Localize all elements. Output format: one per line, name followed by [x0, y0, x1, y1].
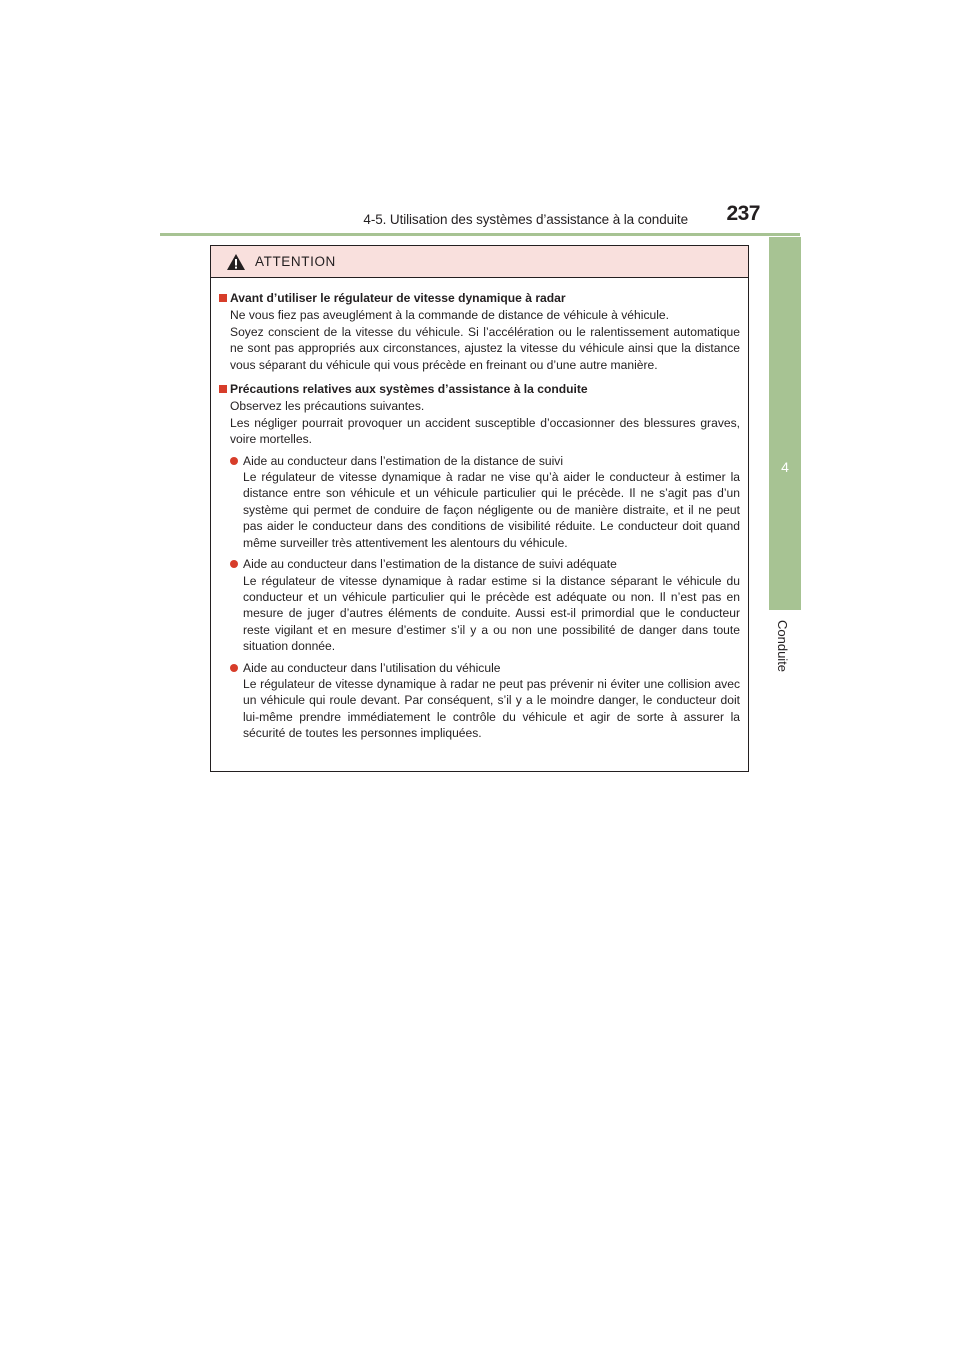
attention-header	[211, 246, 748, 278]
list-item-title: Aide au conducteur dans l’estimation de la distance de suivi	[243, 453, 564, 468]
paragraph: Observez les précautions suivantes.	[230, 399, 425, 414]
section-heading: Précautions relatives aux systèmes d’assistance à la conduite	[219, 381, 740, 397]
list-item	[230, 660, 740, 742]
square-bullet-icon	[219, 294, 227, 302]
attention-box	[210, 245, 749, 772]
attention-title: ATTENTION	[255, 254, 336, 269]
section-title: 4-5. Utilisation des systèmes d’assistance à la conduite	[363, 212, 688, 227]
list-item-text: Le régulateur de vitesse dynamique à radar ne peut pas prévenir ni éviter une collision avec un véhicule qui roule devant. Par conséquent, s’il y a le moindre danger, le conducteur doit lui-même prendre immédiatement le contrôle du véhicule et agir de sorte à assurer la sécurité de toutes les personnes impliquées.	[243, 676, 740, 741]
attention-body	[211, 278, 748, 742]
list-item-text: Le régulateur de vitesse dynamique à radar ne vise qu’à aider le conducteur à estimer la distance entre son véhicule et un véhicule particulier qui le précède. Il ne s’agit pas d’un système qui permet de conduire de façon négligente ou de manière distraite, et il ne peut pas aider le conducteur dans des conditions de visibilité réduite. Le conducteur doit quand même surveiller très attentivement les alentours du véhicule.	[243, 470, 740, 550]
dot-bullet-icon	[230, 457, 238, 465]
page-header	[160, 200, 800, 236]
warning-triangle-icon	[226, 253, 246, 271]
chapter-tab	[769, 237, 801, 610]
chapter-label: Conduite	[775, 620, 790, 673]
chapter-number: 4	[781, 459, 789, 475]
paragraph: Ne vous fiez pas aveuglément à la commande de distance de véhicule à véhicule.	[230, 308, 669, 323]
list-item	[230, 556, 740, 654]
list-item-text: Le régulateur de vitesse dynamique à radar estime si la distance séparant le véhicule du conducteur et un véhicule particulier qui le précède est adéquate ou non. Il n’est pas en mesure de juger d’autres éléments de conduite. Aussi est-il primordial que le conducteur reste vigilant et en mesure d’estimer s’il y a ou non une possibilité de danger dans toute situation donnée.	[243, 573, 740, 654]
attention-section	[219, 290, 740, 373]
dot-bullet-icon	[230, 560, 238, 568]
list-item-title: Aide au conducteur dans l’utilisation du véhicule	[243, 660, 501, 675]
section-heading: Avant d’utiliser le régulateur de vitesse dynamique à radar	[219, 290, 740, 306]
square-bullet-icon	[219, 385, 227, 393]
paragraph: Les négliger pourrait provoquer un accident susceptible d’occasionner des blessures graves, voire mortelles.	[230, 415, 740, 447]
header-rule	[160, 233, 800, 236]
dot-bullet-icon	[230, 664, 238, 672]
attention-section	[219, 381, 740, 742]
list-item-title: Aide au conducteur dans l’estimation de la distance de suivi adéquate	[243, 557, 617, 572]
paragraph: Soyez conscient de la vitesse du véhicule. Si l’accélération ou le ralentissement automatique ne sont pas appropriés aux circonstances, ajustez la vitesse du véhicule ainsi que la distance vous séparant du véhicule qui vous précède en freinant ou d’une autre manière.	[230, 324, 740, 372]
list-item	[230, 453, 740, 551]
page-number: 237	[726, 202, 760, 225]
